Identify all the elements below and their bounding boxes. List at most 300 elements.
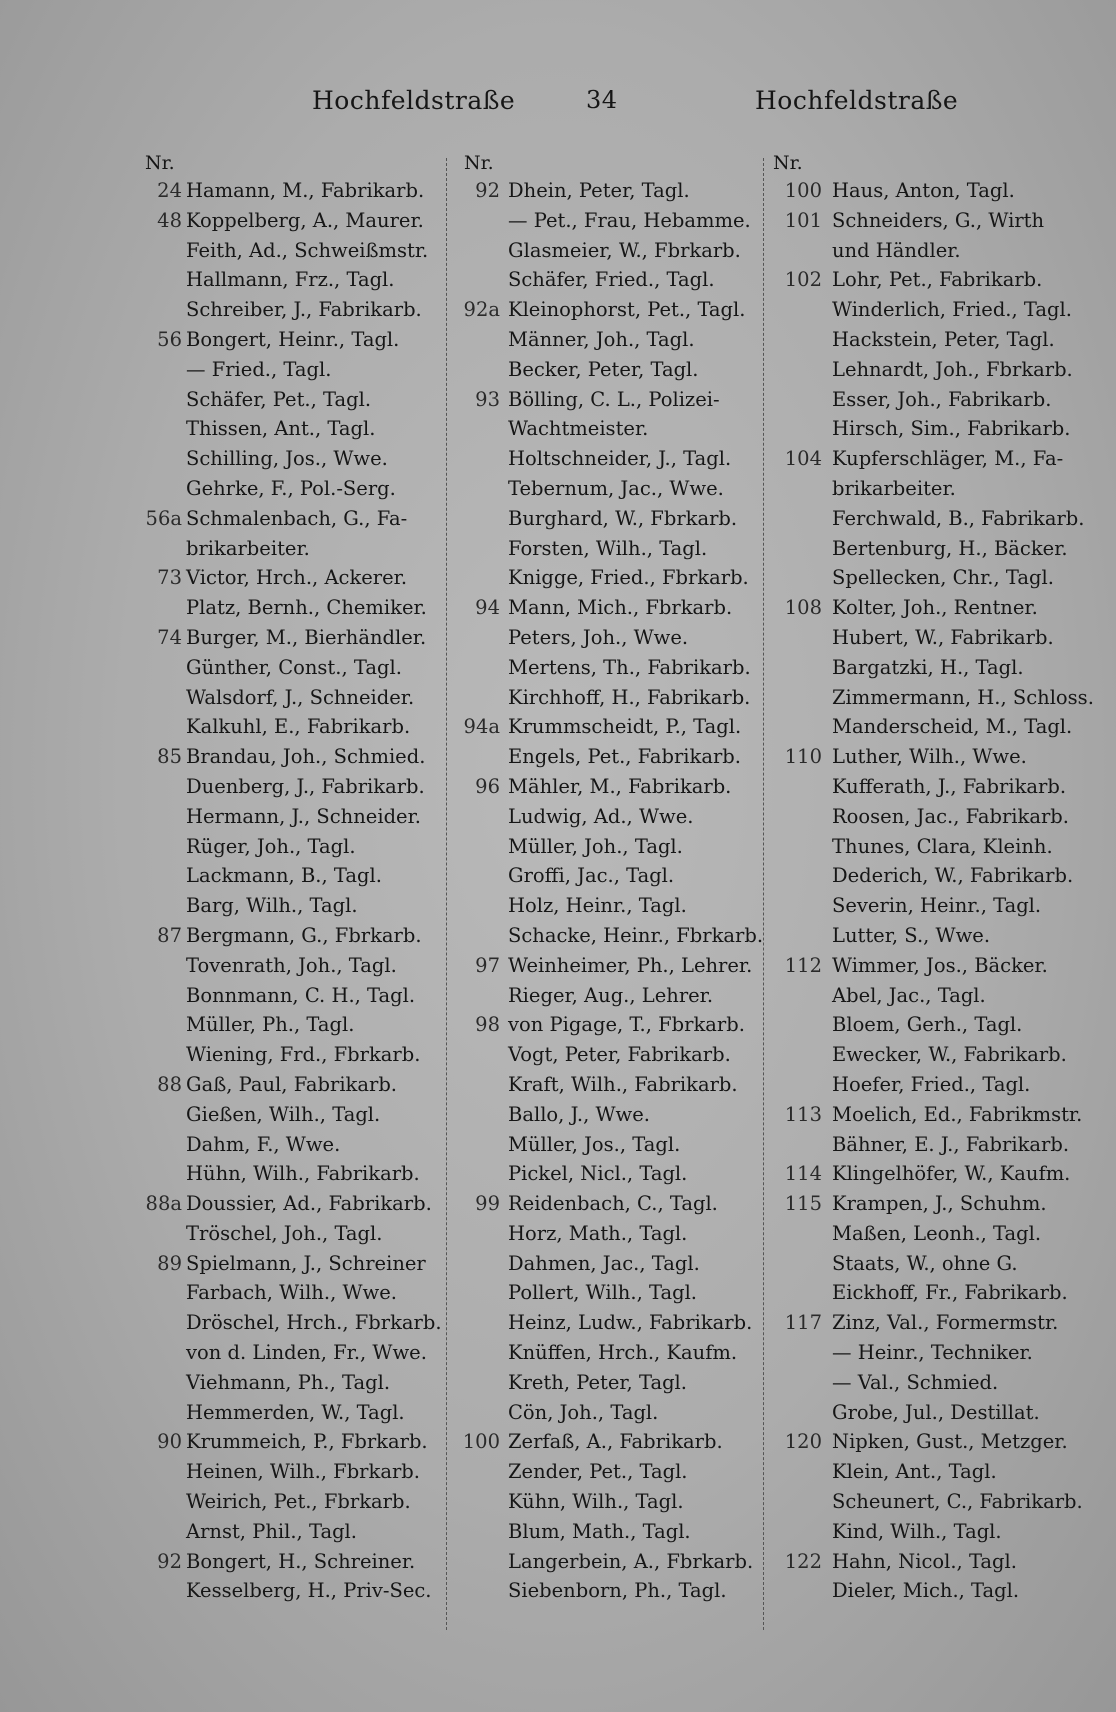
list-item xyxy=(140,176,440,206)
list-item xyxy=(140,1517,440,1547)
house-number: 48 xyxy=(157,208,182,232)
house-number: 93 xyxy=(475,387,500,411)
resident-entry: Günther, Const., Tagl. xyxy=(186,655,402,679)
list-item xyxy=(452,1576,772,1606)
house-number: 108 xyxy=(784,596,822,620)
list-item xyxy=(452,1368,772,1398)
house-number: 114 xyxy=(784,1162,822,1186)
list-item xyxy=(452,1010,772,1040)
resident-entry: Müller, Jos., Tagl. xyxy=(508,1132,681,1156)
resident-entry: Schilling, Jos., Wwe. xyxy=(186,447,388,471)
list-item xyxy=(452,1547,772,1577)
resident-entry: Hühn, Wilh., Fabrikarb. xyxy=(186,1162,420,1186)
resident-entry: Barg, Wilh., Tagl. xyxy=(186,894,358,918)
resident-entry: Arnst, Phil., Tagl. xyxy=(186,1519,357,1543)
list-item xyxy=(140,593,440,623)
column-1 xyxy=(140,150,440,1606)
list-item xyxy=(768,1010,1098,1040)
resident-entry: Müller, Joh., Tagl. xyxy=(508,834,683,858)
list-item xyxy=(452,921,772,951)
resident-entry: Krampen, J., Schuhm. xyxy=(832,1192,1047,1216)
resident-entry: Schacke, Heinr., Fbrkarb. xyxy=(508,923,764,947)
resident-entry: Hoefer, Fried., Tagl. xyxy=(832,1072,1031,1096)
list-item xyxy=(140,504,440,534)
resident-entry: Pollert, Wilh., Tagl. xyxy=(508,1281,698,1305)
list-item xyxy=(140,891,440,921)
list-item xyxy=(140,385,440,415)
list-item xyxy=(768,742,1098,772)
resident-entry: Staats, W., ohne G. xyxy=(832,1251,1018,1275)
list-item xyxy=(768,563,1098,593)
list-item xyxy=(452,712,772,742)
list-item xyxy=(768,1040,1098,1070)
list-item xyxy=(452,861,772,891)
list-item xyxy=(768,206,1098,236)
list-item xyxy=(452,1130,772,1160)
list-item xyxy=(768,891,1098,921)
resident-entry: von Pigage, T., Fbrkarb. xyxy=(508,1013,745,1037)
house-number: 92 xyxy=(157,1549,182,1573)
list-item xyxy=(768,504,1098,534)
resident-entry: Zender, Pet., Tagl. xyxy=(508,1460,688,1484)
house-number: 112 xyxy=(784,953,822,977)
list-item xyxy=(140,474,440,504)
house-number: 94a xyxy=(463,715,500,739)
resident-entry: Koppelberg, A., Maurer. xyxy=(186,208,424,232)
resident-entry: Dahm, F., Wwe. xyxy=(186,1132,341,1156)
resident-entry: Dieler, Mich., Tagl. xyxy=(832,1579,1020,1603)
resident-entry: Engels, Pet., Fabrikarb. xyxy=(508,745,741,769)
list-item xyxy=(768,593,1098,623)
list-item xyxy=(140,206,440,236)
house-number: 87 xyxy=(157,923,182,947)
list-item xyxy=(452,1100,772,1130)
resident-entry: Schäfer, Fried., Tagl. xyxy=(508,268,715,292)
list-item xyxy=(140,236,440,266)
resident-entry: Holtschneider, J., Tagl. xyxy=(508,447,732,471)
house-number: 73 xyxy=(157,566,182,590)
house-number: 97 xyxy=(475,953,500,977)
column-divider xyxy=(446,158,447,1630)
resident-entry: Lehnardt, Joh., Fbrkarb. xyxy=(832,357,1073,381)
resident-entry: Wachtmeister. xyxy=(508,417,649,441)
resident-entry: Dhein, Peter, Tagl. xyxy=(508,179,690,202)
resident-entry: Mähler, M., Fabrikarb. xyxy=(508,774,732,798)
resident-entry: Spellecken, Chr., Tagl. xyxy=(832,566,1054,590)
resident-entry: Bargatzki, H., Tagl. xyxy=(832,655,1024,679)
list-item xyxy=(768,653,1098,683)
resident-entry: Knigge, Fried., Fbrkarb. xyxy=(508,566,749,590)
resident-entry: Abel, Jac., Tagl. xyxy=(832,983,986,1007)
resident-entry: Hackstein, Peter, Tagl. xyxy=(832,327,1055,351)
resident-entry: Roosen, Jac., Fabrikarb. xyxy=(832,804,1069,828)
resident-entry: Holz, Heinr., Tagl. xyxy=(508,894,687,918)
list-item xyxy=(452,1189,772,1219)
resident-entry: Becker, Peter, Tagl. xyxy=(508,357,699,381)
resident-entry: Dröschel, Hrch., Fbrkarb. xyxy=(186,1311,442,1335)
house-number: 117 xyxy=(784,1311,822,1335)
list-item xyxy=(768,832,1098,862)
resident-entry: Schäfer, Pet., Tagl. xyxy=(186,387,372,411)
list-item xyxy=(768,1219,1098,1249)
resident-entry: Rüger, Joh., Tagl. xyxy=(186,834,356,858)
entry-list xyxy=(452,176,772,1606)
list-item xyxy=(768,1368,1098,1398)
list-item xyxy=(768,1070,1098,1100)
house-number: 94 xyxy=(475,596,500,620)
resident-entry: Ludwig, Ad., Wwe. xyxy=(508,804,694,828)
resident-entry: Bongert, Heinr., Tagl. xyxy=(186,327,400,351)
resident-entry: Rieger, Aug., Lehrer. xyxy=(508,983,714,1007)
list-item xyxy=(140,683,440,713)
house-number: 122 xyxy=(784,1549,822,1573)
house-number: 102 xyxy=(784,268,822,292)
resident-entry: Duenberg, J., Fabrikarb. xyxy=(186,774,425,798)
list-item xyxy=(140,1427,440,1457)
resident-entry: Doussier, Ad., Fabrikarb. xyxy=(186,1192,432,1216)
house-number: 104 xyxy=(784,447,822,471)
resident-entry: Hahn, Nicol., Tagl. xyxy=(832,1549,1017,1573)
resident-entry: Kolter, Joh., Rentner. xyxy=(832,596,1038,620)
list-item xyxy=(768,444,1098,474)
list-item xyxy=(452,623,772,653)
list-item xyxy=(768,1100,1098,1130)
list-item xyxy=(452,1070,772,1100)
list-item xyxy=(452,534,772,564)
resident-entry: Ewecker, W., Fabrikarb. xyxy=(832,1043,1067,1067)
header-street-right: Hochfeldstraße xyxy=(755,86,959,115)
list-item xyxy=(452,355,772,385)
list-item xyxy=(768,951,1098,981)
resident-entry: Nipken, Gust., Metzger. xyxy=(832,1430,1068,1454)
resident-entry: Kupferschläger, M., Fa- xyxy=(832,447,1064,471)
resident-entry: von d. Linden, Fr., Wwe. xyxy=(186,1341,427,1365)
resident-entry: Kind, Wilh., Tagl. xyxy=(832,1519,1002,1543)
list-item xyxy=(140,921,440,951)
resident-entry: Müller, Ph., Tagl. xyxy=(186,1013,355,1037)
house-number: 74 xyxy=(157,625,182,649)
resident-entry: Hubert, W., Fabrikarb. xyxy=(832,625,1054,649)
resident-entry: und Händler. xyxy=(832,238,961,262)
list-item xyxy=(452,683,772,713)
resident-entry: Tebernum, Jac., Wwe. xyxy=(508,476,724,500)
resident-entry: Burghard, W., Fbrkarb. xyxy=(508,506,738,530)
resident-entry: Schreiber, J., Fabrikarb. xyxy=(186,298,422,322)
list-item xyxy=(768,265,1098,295)
list-item xyxy=(768,861,1098,891)
list-item xyxy=(452,891,772,921)
list-item xyxy=(768,1278,1098,1308)
list-item xyxy=(140,832,440,862)
list-item xyxy=(768,534,1098,564)
list-item xyxy=(768,683,1098,713)
resident-entry: Wimmer, Jos., Bäcker. xyxy=(832,953,1048,977)
resident-entry: Kühn, Wilh., Tagl. xyxy=(508,1490,684,1514)
list-item xyxy=(140,623,440,653)
list-item xyxy=(140,951,440,981)
list-item xyxy=(140,1487,440,1517)
resident-entry: Kesselberg, H., Priv-Sec. xyxy=(186,1579,432,1603)
house-number: 92a xyxy=(463,298,500,322)
resident-entry: Glasmeier, W., Fbrkarb. xyxy=(508,238,741,262)
resident-entry: Hallmann, Frz., Tagl. xyxy=(186,268,395,292)
resident-entry: Kraft, Wilh., Fabrikarb. xyxy=(508,1072,738,1096)
resident-entry: Manderscheid, M., Tagl. xyxy=(832,715,1073,739)
resident-entry: Gaß, Paul, Fabrikarb. xyxy=(186,1072,398,1096)
resident-entry: — Pet., Frau, Hebamme. xyxy=(508,208,751,232)
resident-entry: Thissen, Ant., Tagl. xyxy=(186,417,376,441)
list-item xyxy=(140,295,440,325)
list-item xyxy=(140,1100,440,1130)
resident-entry: Hamann, M., Fabrikarb. xyxy=(186,179,425,202)
list-item xyxy=(452,593,772,623)
list-item xyxy=(768,712,1098,742)
list-item xyxy=(140,1368,440,1398)
list-item xyxy=(452,742,772,772)
resident-entry: Krummeich, P., Fbrkarb. xyxy=(186,1430,428,1454)
list-item xyxy=(768,1338,1098,1368)
resident-entry: Schneiders, G., Wirth xyxy=(832,208,1045,232)
list-item xyxy=(140,325,440,355)
list-item xyxy=(140,563,440,593)
list-item xyxy=(768,295,1098,325)
list-item xyxy=(140,772,440,802)
list-item xyxy=(452,176,772,206)
list-item xyxy=(140,1070,440,1100)
list-item xyxy=(452,325,772,355)
resident-entry: Krummscheidt, P., Tagl. xyxy=(508,715,742,739)
resident-entry: Gehrke, F., Pol.-Serg. xyxy=(186,476,396,500)
list-item xyxy=(452,772,772,802)
list-item xyxy=(452,1249,772,1279)
list-item xyxy=(140,1278,440,1308)
list-item xyxy=(140,1547,440,1577)
resident-entry: Platz, Bernh., Chemiker. xyxy=(186,596,427,620)
list-item xyxy=(452,236,772,266)
list-item xyxy=(768,1398,1098,1428)
resident-entry: Brandau, Joh., Schmied. xyxy=(186,745,426,769)
house-number: 85 xyxy=(157,745,182,769)
resident-entry: Dederich, W., Fabrikarb. xyxy=(832,864,1074,888)
resident-entry: Thunes, Clara, Kleinh. xyxy=(832,834,1053,858)
list-item xyxy=(140,861,440,891)
list-item xyxy=(452,653,772,683)
list-item xyxy=(140,1010,440,1040)
resident-entry: Zerfaß, A., Fabrikarb. xyxy=(508,1430,723,1454)
list-item xyxy=(140,1249,440,1279)
resident-entry: Farbach, Wilh., Wwe. xyxy=(186,1281,397,1305)
resident-entry: Klingelhöfer, W., Kaufm. xyxy=(832,1162,1071,1186)
resident-entry: Bonnmann, C. H., Tagl. xyxy=(186,983,416,1007)
resident-entry: Bähner, E. J., Fabrikarb. xyxy=(832,1132,1070,1156)
house-number: 100 xyxy=(784,179,822,202)
list-item xyxy=(452,265,772,295)
list-item xyxy=(768,355,1098,385)
list-item xyxy=(768,1308,1098,1338)
list-item xyxy=(140,742,440,772)
house-number: 99 xyxy=(475,1192,500,1216)
list-item xyxy=(140,1040,440,1070)
list-item xyxy=(452,802,772,832)
list-item xyxy=(140,1130,440,1160)
house-number: 56a xyxy=(145,506,182,530)
house-number: 115 xyxy=(784,1192,822,1216)
list-item xyxy=(452,504,772,534)
nr-column-heading: Nr. xyxy=(773,152,803,174)
resident-entry: Walsdorf, J., Schneider. xyxy=(186,685,415,709)
resident-entry: Kleinophorst, Pet., Tagl. xyxy=(508,298,746,322)
list-item xyxy=(768,1130,1098,1160)
resident-entry: Klein, Ant., Tagl. xyxy=(832,1460,997,1484)
list-item xyxy=(768,414,1098,444)
list-item xyxy=(140,1398,440,1428)
resident-entry: Ballo, J., Wwe. xyxy=(508,1102,650,1126)
resident-entry: Zimmermann, H., Schloss. xyxy=(832,685,1094,709)
list-item xyxy=(452,1219,772,1249)
resident-entry: Maßen, Leonh., Tagl. xyxy=(832,1221,1042,1245)
list-item xyxy=(140,1308,440,1338)
list-item xyxy=(140,802,440,832)
list-item xyxy=(768,802,1098,832)
house-number: 90 xyxy=(157,1430,182,1454)
resident-entry: Forsten, Wilh., Tagl. xyxy=(508,536,708,560)
list-item xyxy=(768,1249,1098,1279)
resident-entry: Knüffen, Hrch., Kaufm. xyxy=(508,1341,738,1365)
resident-entry: Grobe, Jul., Destillat. xyxy=(832,1400,1040,1424)
resident-entry: Cön, Joh., Tagl. xyxy=(508,1400,659,1424)
house-number: 88 xyxy=(157,1072,182,1096)
list-item xyxy=(768,1517,1098,1547)
resident-entry: Bölling, C. L., Polizei- xyxy=(508,387,720,411)
list-item xyxy=(768,385,1098,415)
list-item xyxy=(140,712,440,742)
list-item xyxy=(452,563,772,593)
resident-entry: Mertens, Th., Fabrikarb. xyxy=(508,655,751,679)
list-item xyxy=(768,921,1098,951)
list-item xyxy=(140,1159,440,1189)
resident-entry: Lutter, S., Wwe. xyxy=(832,923,991,947)
list-item xyxy=(452,1487,772,1517)
list-item xyxy=(140,444,440,474)
resident-entry: Moelich, Ed., Fabrikmstr. xyxy=(832,1102,1083,1126)
resident-entry: Haus, Anton, Tagl. xyxy=(832,179,1015,202)
list-item xyxy=(452,1040,772,1070)
house-number: 89 xyxy=(157,1251,182,1275)
house-number: 113 xyxy=(784,1102,822,1126)
list-item xyxy=(140,1576,440,1606)
list-item xyxy=(768,1547,1098,1577)
list-item xyxy=(452,951,772,981)
nr-column-heading: Nr. xyxy=(145,152,175,174)
list-item xyxy=(452,295,772,325)
house-number: 56 xyxy=(157,327,182,351)
resident-entry: Spielmann, J., Schreiner xyxy=(186,1251,426,1275)
resident-entry: Viehmann, Ph., Tagl. xyxy=(186,1370,391,1394)
resident-entry: Scheunert, C., Fabrikarb. xyxy=(832,1490,1083,1514)
resident-entry: Victor, Hrch., Ackerer. xyxy=(186,566,408,590)
house-number: 24 xyxy=(157,179,182,202)
resident-entry: brikarbeiter. xyxy=(186,536,310,560)
list-item xyxy=(452,1278,772,1308)
house-number: 101 xyxy=(784,208,822,232)
list-item xyxy=(768,1159,1098,1189)
resident-entry: Langerbein, A., Fbrkarb. xyxy=(508,1549,754,1573)
resident-entry: Groffi, Jac., Tagl. xyxy=(508,864,675,888)
resident-entry: Pickel, Nicl., Tagl. xyxy=(508,1162,688,1186)
resident-entry: Severin, Heinr., Tagl. xyxy=(832,894,1042,918)
resident-entry: Heinz, Ludw., Fabrikarb. xyxy=(508,1311,753,1335)
house-number: 98 xyxy=(475,1013,500,1037)
list-item xyxy=(768,236,1098,266)
resident-entry: Hirsch, Sim., Fabrikarb. xyxy=(832,417,1071,441)
resident-entry: Gießen, Wilh., Tagl. xyxy=(186,1102,381,1126)
resident-entry: Ferchwald, B., Fabrikarb. xyxy=(832,506,1085,530)
list-item xyxy=(452,1398,772,1428)
resident-entry: Dahmen, Jac., Tagl. xyxy=(508,1251,700,1275)
resident-entry: Lackmann, B., Tagl. xyxy=(186,864,382,888)
house-number: 88a xyxy=(145,1192,182,1216)
list-item xyxy=(452,1427,772,1457)
resident-entry: Bloem, Gerh., Tagl. xyxy=(832,1013,1023,1037)
list-item xyxy=(768,623,1098,653)
column-2 xyxy=(452,150,772,1606)
resident-entry: Schmalenbach, G., Fa- xyxy=(186,506,408,530)
resident-entry: Lohr, Pet., Fabrikarb. xyxy=(832,268,1043,292)
resident-entry: — Fried., Tagl. xyxy=(186,357,332,381)
header-street-left: Hochfeldstraße xyxy=(312,86,516,115)
resident-entry: Tröschel, Joh., Tagl. xyxy=(186,1221,383,1245)
resident-entry: Wiening, Frd., Fbrkarb. xyxy=(186,1043,421,1067)
resident-entry: Reidenbach, C., Tagl. xyxy=(508,1192,718,1216)
resident-entry: Hemmerden, W., Tagl. xyxy=(186,1400,405,1424)
resident-entry: Bergmann, G., Fbrkarb. xyxy=(186,923,422,947)
house-number: 110 xyxy=(784,745,822,769)
list-item xyxy=(140,1338,440,1368)
resident-entry: brikarbeiter. xyxy=(832,476,956,500)
list-item xyxy=(452,1159,772,1189)
list-item xyxy=(452,385,772,415)
list-item xyxy=(140,1457,440,1487)
resident-entry: Bertenburg, H., Bäcker. xyxy=(832,536,1068,560)
resident-entry: Winderlich, Fried., Tagl. xyxy=(832,298,1072,322)
resident-entry: — Heinr., Techniker. xyxy=(832,1341,1033,1365)
resident-entry: Mann, Mich., Fbrkarb. xyxy=(508,596,733,620)
list-item xyxy=(768,325,1098,355)
resident-entry: Burger, M., Bierhändler. xyxy=(186,625,427,649)
list-item xyxy=(768,981,1098,1011)
resident-entry: Esser, Joh., Fabrikarb. xyxy=(832,387,1052,411)
list-item xyxy=(452,1517,772,1547)
nr-column-heading: Nr. xyxy=(464,152,494,174)
house-number: 92 xyxy=(475,179,500,202)
resident-entry: Blum, Math., Tagl. xyxy=(508,1519,691,1543)
list-item xyxy=(768,1487,1098,1517)
list-item xyxy=(140,1219,440,1249)
entry-list xyxy=(140,176,440,1606)
list-item xyxy=(452,1308,772,1338)
resident-entry: Tovenrath, Joh., Tagl. xyxy=(186,953,397,977)
list-item xyxy=(452,832,772,862)
resident-entry: Peters, Joh., Wwe. xyxy=(508,625,689,649)
list-item xyxy=(452,981,772,1011)
resident-entry: — Val., Schmied. xyxy=(832,1370,999,1394)
list-item xyxy=(140,653,440,683)
resident-entry: Zinz, Val., Formermstr. xyxy=(832,1311,1059,1335)
list-item xyxy=(452,474,772,504)
resident-entry: Hermann, J., Schneider. xyxy=(186,804,421,828)
list-item xyxy=(452,1457,772,1487)
resident-entry: Weinheimer, Ph., Lehrer. xyxy=(508,953,753,977)
